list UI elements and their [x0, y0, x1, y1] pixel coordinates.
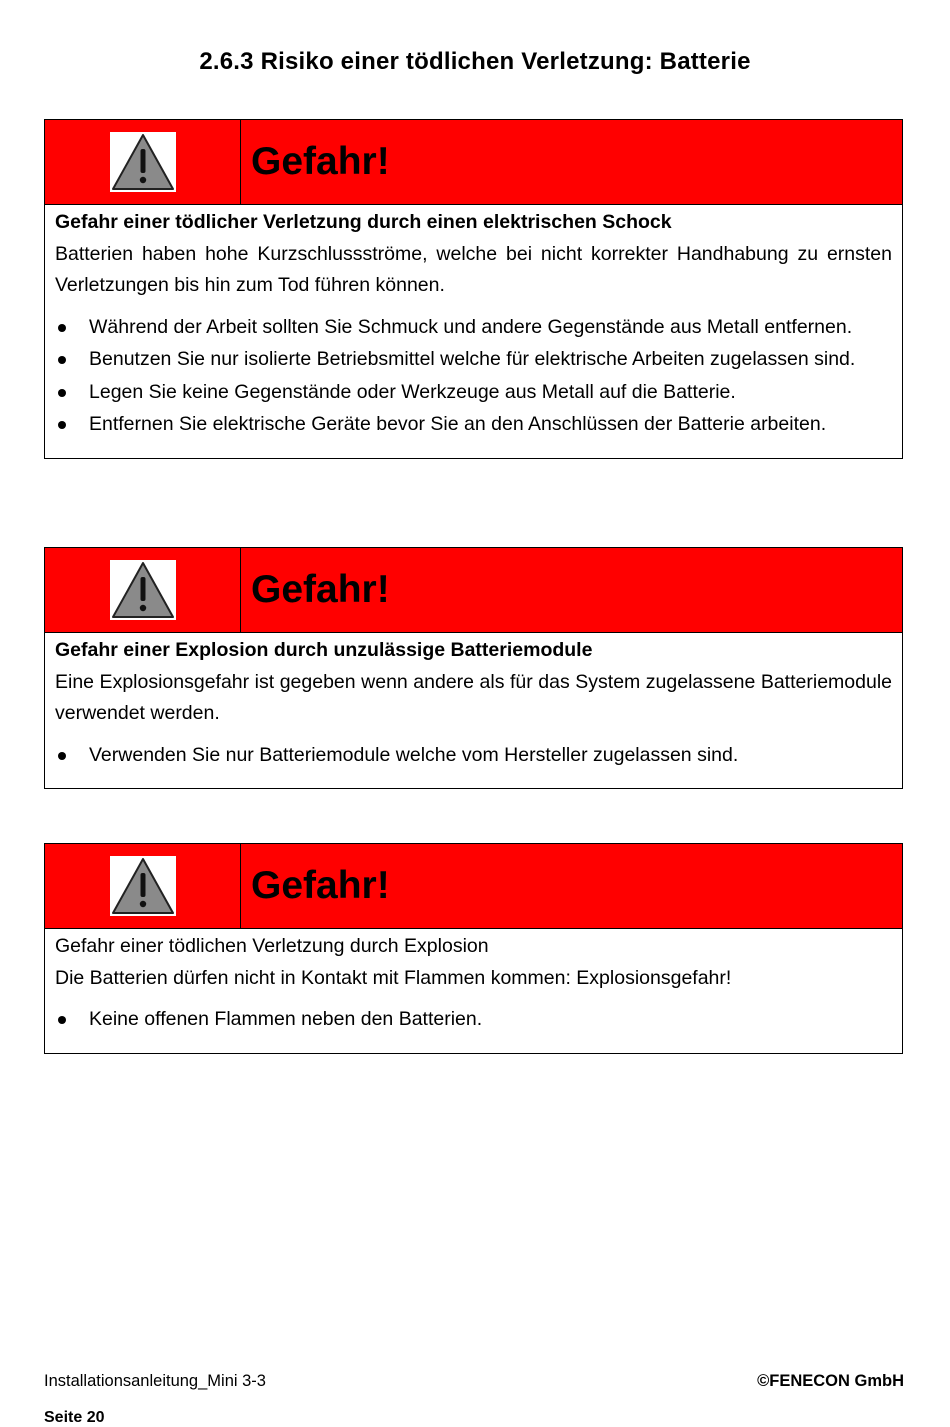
danger-measures-list [55, 312, 892, 441]
danger-measures-list [55, 1004, 892, 1036]
danger-box-electric-shock [44, 119, 903, 459]
danger-header [45, 120, 902, 205]
danger-header [45, 548, 902, 633]
signal-word: Gefahr! [251, 864, 390, 907]
danger-body [45, 205, 902, 458]
danger-title: Gefahr einer Explosion durch unzulässige Batteriemodule [55, 639, 593, 661]
list-item: Keine offenen Flammen neben den Batterien. [55, 1004, 892, 1036]
signal-word: Gefahr! [251, 140, 390, 183]
warning-triangle-icon [110, 560, 176, 620]
danger-text: Batterien haben hohe Kurzschlussströme, welche bei nicht korrekter Handhabung zu ernsten Verletzungen bis hin zum Tod führen können. [55, 242, 892, 296]
danger-box-explosion-flames [44, 843, 903, 1054]
signal-word: Gefahr! [251, 568, 390, 611]
footer-copyright: ©FENECON GmbH [757, 1372, 904, 1390]
danger-text: Eine Explosionsgefahr ist gegeben wenn andere als für das System zugelassene Batteriemodule verwendet werden. [55, 670, 892, 724]
list-item: Verwenden Sie nur Batteriemodule welche vom Hersteller zugelassen sind. [55, 740, 892, 772]
icon-cell [45, 844, 241, 928]
list-item: Legen Sie keine Gegenstände oder Werkzeuge aus Metall auf die Batterie. [55, 377, 892, 409]
danger-body [45, 929, 902, 1053]
icon-cell [45, 120, 241, 204]
danger-header [45, 844, 902, 929]
danger-measures-list [55, 740, 892, 772]
danger-text: Die Batterien dürfen nicht in Kontakt mit Flammen kommen: Explosionsgefahr! [55, 966, 732, 989]
section-heading: 2.6.3 Risiko einer tödlichen Verletzung: Batterie [199, 48, 751, 75]
page-number: Seite 20 [44, 1409, 105, 1426]
warning-triangle-icon [110, 132, 176, 192]
warning-triangle-icon [110, 856, 176, 916]
danger-body [45, 633, 902, 788]
icon-cell [45, 548, 241, 632]
list-item: Während der Arbeit sollten Sie Schmuck und andere Gegenstände aus Metall entfernen. [55, 312, 892, 344]
list-item: Entfernen Sie elektrische Geräte bevor Sie an den Anschlüssen der Batterie arbeiten. [55, 409, 892, 441]
footer-document-name: Installationsanleitung_Mini 3-3 [44, 1372, 266, 1390]
danger-box-explosion-modules [44, 547, 903, 789]
danger-title: Gefahr einer tödlichen Verletzung durch Explosion [55, 935, 489, 957]
list-item: Benutzen Sie nur isolierte Betriebsmittel welche für elektrische Arbeiten zugelassen sind. [55, 344, 892, 376]
danger-title: Gefahr einer tödlicher Verletzung durch einen elektrischen Schock [55, 211, 672, 233]
